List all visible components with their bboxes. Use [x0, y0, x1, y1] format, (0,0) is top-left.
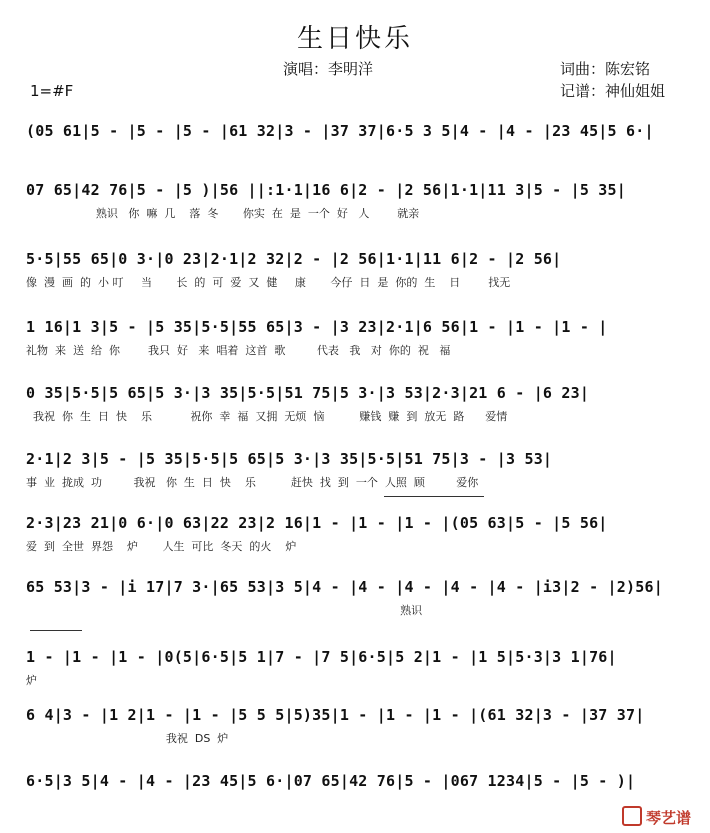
notation-line: 6·5|3 5|4 - |4 - |23 45|5 6·|07 65|42 76|5 - |067 1234|5 - |5 - )| — [26, 772, 636, 790]
notation-line: 6 4|3 - |1 2|1 - |1 - |5 5 5|5)35|1 - |1 - |1 - |(61 32|3 - |37 37| — [26, 706, 645, 724]
notator-credit: 记谱：神仙姐姐 — [560, 82, 666, 100]
lyric-line: 事 业 拢成 功 我祝 你 生 日 快 乐 赶快 找 到 一个 人照 顾 爱你 — [26, 476, 479, 489]
volta-bracket — [30, 630, 82, 631]
notation-line: (05 61|5 - |5 - |5 - |61 32|3 - |37 37|6·5 3 5|4 - |4 - |23 45|5 6·| — [26, 122, 654, 140]
site-logo — [622, 806, 691, 828]
singer-credit: 演唱：李明洋 — [283, 60, 374, 78]
lyric-line: 炉 — [26, 674, 37, 687]
page-title: 生日快乐 — [296, 24, 413, 54]
notation-line: 65 53|3 - |i 17|7 3·|65 53|3 5|4 - |4 - |4 - |4 - |4 - |i3|2 - |2)56| — [26, 578, 663, 596]
lyric-line: 我祝 你 生 日 快 乐 祝你 幸 福 又拥 无烦 恼 赚钱 赚 到 放无 路 爱情 — [26, 410, 508, 423]
volta-bracket — [384, 496, 484, 497]
notation-line: 1 - |1 - |1 - |0(5|6·5|5 1|7 - |7 5|6·5|5 2|1 - |1 5|5·3|3 1|76| — [26, 648, 617, 666]
lyric-line: 像 漫 画 的 小 叮 当 长 的 可 爱 又 健 康 今仔 日 是 你的 生 日 找无 — [26, 276, 511, 289]
notation-line: 1 16|1 3|5 - |5 35|5·5|55 65|3 - |3 23|2·1|6 56|1 - |1 - |1 - | — [26, 318, 608, 336]
logo-mark-icon — [622, 806, 642, 826]
composer-credit: 词曲：陈宏铭 — [560, 60, 651, 78]
notation-line: 2·1|2 3|5 - |5 35|5·5|5 65|5 3·|3 35|5·5|51 75|3 - |3 53| — [26, 450, 553, 468]
notation-line: 0 35|5·5|5 65|5 3·|3 35|5·5|51 75|5 3·|3 53|2·3|21 6 - |6 23| — [26, 384, 590, 402]
notation-line: 07 65|42 76|5 - |5 )|56 ||:1·1|16 6|2 - |2 56|1·1|11 3|5 - |5 35| — [26, 181, 626, 199]
lyric-line: 礼物 来 送 给 你 我只 好 来 唱着 这首 歌 代表 我 对 你的 祝 福 — [26, 344, 451, 357]
notation-line: 2·3|23 21|0 6·|0 63|22 23|2 16|1 - |1 - |1 - |(05 63|5 - |5 56| — [26, 514, 608, 532]
key-signature: 1=#F — [30, 82, 74, 100]
lyric-line: 熟识 — [26, 604, 423, 617]
lyric-line: 我祝 DS 炉 — [26, 732, 229, 745]
lyric-line: 熟识 你 嘛 几 落 冬 你实 在 是 一个 好 人 就亲 — [26, 207, 420, 220]
lyric-line: 爱 到 全世 界怨 炉 人生 可比 冬天 的火 炉 — [26, 540, 297, 553]
logo-text: 琴艺谱 — [646, 809, 692, 827]
notation-line: 5·5|55 65|0 3·|0 23|2·1|2 32|2 - |2 56|1·1|11 6|2 - |2 56| — [26, 250, 562, 268]
